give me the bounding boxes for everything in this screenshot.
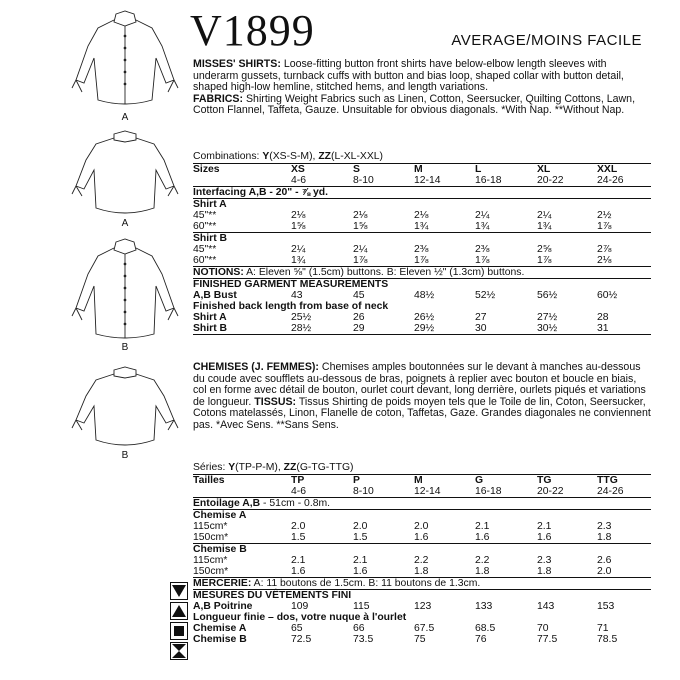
english-yardage-chart [193,151,651,335]
size-col: M [414,475,423,486]
measurement-value: 28 [597,312,609,323]
yardage-value: 2⅛ [597,255,612,266]
size-col: XXL [597,164,618,175]
measurement-value: 123 [414,601,432,612]
measurement-value: 109 [291,601,309,612]
yardage-value: 2⅜ [475,244,490,255]
size-number: 16-18 [475,175,502,186]
english-description [193,59,651,117]
measurement-value: 70 [537,623,549,634]
measurement-value: 75 [414,634,426,645]
metrage-value: 2.0 [291,521,306,532]
metrage-value: 1.6 [537,532,552,543]
metrage-value: 1.5 [291,532,306,543]
combo-y-sizes: (XS-S-M), [269,151,316,162]
chemise-b-row-150 [193,566,651,577]
notions-label: NOTIONS: [193,267,244,278]
tailles-label: Tailles [193,475,225,486]
yardage-value: 2¼ [353,244,368,255]
description-text: Loose-fitting button front shirts have below-elbow length sleeves with underarm gussets, turnback cuffs with button and bias loop, shaped collar with button detail, shaped high-low hemline, stitched hems, and length variations. [193,58,624,94]
measurement-value: 76 [475,634,487,645]
measurement-value: 31 [597,323,609,334]
yardage-value: 1⅞ [597,221,612,232]
measurement-value: 73.5 [353,634,374,645]
sketch-label: B [121,450,129,461]
size-number: 24-26 [597,175,624,186]
sketch-shirt-b-front [70,236,180,353]
mesures-title: MESURES DU VÊTEMENTS FINI [193,590,352,601]
notions-text-a: A: Eleven ⅝" (1.5cm) buttons. [246,267,384,278]
french-description [193,362,651,432]
series-zz: ZZ [283,462,297,473]
yardage-value: 1⅝ [353,221,368,232]
combo-y: Y [262,151,270,162]
measurement-value: 52½ [475,290,496,301]
chemise-b-row-115 [193,555,651,566]
yardage-value: 2¼ [537,210,552,221]
yardage-value: 1¾ [414,221,429,232]
yardage-value: 2⅜ [414,244,429,255]
chemise-b-length-row [193,634,651,645]
chemise-a-row-115 [193,521,651,532]
poitrine-row [193,601,651,612]
size-col: TTG [597,475,618,486]
metrage-value: 1.8 [475,566,490,577]
yardage-value: 1¾ [291,255,306,266]
shirt-a-heading [193,199,651,210]
measurement-value: 28½ [291,323,312,334]
chemise-a-heading [193,510,651,521]
sketch-shirt-a-front [70,8,180,123]
metrage-value: 2.6 [597,555,612,566]
measurement-value: 30½ [537,323,558,334]
size-number: 24-26 [597,486,624,497]
shirt-a-row-45 [193,210,651,221]
size-col: L [475,164,482,175]
size-col: TG [537,475,552,486]
metrage-value: 2.1 [537,521,552,532]
measurement-value: 30 [475,323,487,334]
taille-names-row [193,475,651,486]
chemise-a-length-row [193,623,651,634]
metrage-value: 2.0 [353,521,368,532]
measurement-value: 26 [353,312,365,323]
measurement-value: 60½ [597,290,618,301]
measurement-value: 115 [353,601,370,612]
yardage-value: 2⅞ [597,244,612,255]
size-names-row [193,164,651,175]
size-numbers-row [193,175,651,186]
square-icon [170,622,188,640]
size-number: 8-10 [353,175,374,186]
shirt-a-label: Shirt A [193,199,227,210]
width-label: 45"** [193,210,217,221]
yardage-value: 1⅞ [537,255,552,266]
measurement-value: 43 [291,290,303,301]
finished-measurements-heading [193,279,651,290]
metrage-value: 2.1 [291,555,306,566]
french-description-text: Chemises amples boutonnées sur le devant à manches au-dessous du coude avec soufflets au-dessous de bras, poignets à replier avec bouton et boucle en biais, col en forme avec détail de bouton, ourlet court devant, long derrière, ourlets piqués et variations de longueur. [193,361,646,408]
size-number: 4-6 [291,486,307,497]
size-col: S [353,164,360,175]
metrage-value: 2.2 [414,555,429,566]
length-b-row [193,323,651,334]
mercerie-label: MERCERIE: [193,578,252,589]
tissus-label: TISSUS: [254,395,297,408]
entoilage-row [193,498,651,509]
combinations-label: Combinations: [193,151,260,162]
back-length-heading [193,301,651,312]
mercerie-text-b: B: 11 boutons de 1.3cm. [368,578,481,589]
measurement-value: 67.5 [414,623,435,634]
metrage-value: 2.3 [597,521,612,532]
size-number: 8-10 [353,486,374,497]
sketch-column [30,0,190,680]
measurement-value: 72.5 [291,634,312,645]
shirt-b-heading [193,233,651,244]
hourglass-icon [170,642,188,660]
measurement-value: 78.5 [597,634,618,645]
sketch-label: B [121,342,129,353]
size-col: G [475,475,484,486]
metrage-value: 2.0 [414,521,429,532]
entoilage-label: Entoilage A,B [193,498,261,509]
metrage-value: 1.6 [291,566,306,577]
measurement-value: 68.5 [475,623,496,634]
width-label: 150cm* [193,532,229,543]
sketch-label: A [121,112,129,123]
width-label: 115cm* [193,555,228,566]
description-label: MISSES' SHIRTS: [193,58,281,70]
measurement-value: 26½ [414,312,435,323]
measurement-value: 77.5 [537,634,558,645]
chemise-a-row-150 [193,532,651,543]
sketch-label: A [121,218,129,229]
tissus-text: Tissus Shirting de poids moyen tels que le Toile de lin, Coton, Seersucker, Cotons matelassés, Linon, Flanelle de coton, Taffetas, Gaze. Grandes diagonales ne conviennent pas. *Avec Sens. **Sans Sens. [193,395,651,431]
mercerie-row [193,578,651,589]
difficulty-level: AVERAGE/MOINS FACILE [451,32,642,49]
series-row [193,462,651,474]
shirt-b-row-60 [193,255,651,266]
notions-text-b: B: Eleven ½" (1.3cm) buttons. [386,267,525,278]
measurement-value: 27 [475,312,487,323]
interfacing-row [193,187,651,198]
size-col: TP [291,475,305,486]
longueur-heading [193,612,651,623]
metrage-value: 1.6 [414,532,429,543]
size-number: 12-14 [414,175,441,186]
size-number: 4-6 [291,175,307,186]
measurement-value: 143 [537,601,555,612]
measurement-value: 29½ [414,323,435,334]
series-zz-sizes: (G-TG-TTG) [296,462,354,473]
width-label: 60"** [193,221,217,232]
longueur-title: Longueur finie – dos, votre nuque à l'ourlet [193,612,407,623]
mercerie-text-a: A: 11 boutons de 1.5cm. [253,578,366,589]
yardage-value: 1⅞ [353,255,368,266]
sketch-shirt-b-back [70,362,180,461]
yardage-value: 1¾ [537,221,552,232]
size-number: 12-14 [414,486,441,497]
poitrine-label: A,B Poitrine [193,601,253,612]
metrage-value: 2.1 [475,521,490,532]
fabrics-label: FABRICS: [193,92,244,105]
metrage-value: 1.6 [353,566,368,577]
yardage-value: 2⅝ [537,244,552,255]
metrage-value: 2.0 [597,566,612,577]
measurement-value: 25½ [291,312,312,323]
down-triangle-icon [170,582,188,600]
shirt-b-row-45 [193,244,651,255]
width-label: 150cm* [193,566,229,577]
length-label: Chemise A [193,623,247,634]
series-y-sizes: (TP-P-M), [235,462,281,473]
width-label: 45"** [193,244,217,255]
measurement-value: 65 [291,623,303,634]
yardage-value: 2⅛ [291,210,306,221]
chemise-b-label: Chemise B [193,544,247,555]
size-col: XL [537,164,551,175]
yardage-value: 2¼ [475,210,490,221]
width-label: 60"** [193,255,217,266]
yardage-value: 2¼ [291,244,306,255]
series-label: Séries: [193,462,226,473]
measurement-value: 27½ [537,312,558,323]
combo-zz-sizes: (L-XL-XXL) [331,151,383,162]
metrage-value: 2.2 [475,555,490,566]
shirt-a-row-60 [193,221,651,232]
fabrics-text: Shirting Weight Fabrics such as Linen, Cotton, Seersucker, Quilting Cottons, Lawn, Cotton Flannel, Taffeta, Gauze. Unsuitable for obvious diagonals. *With Nap. **Without Nap. [193,92,636,117]
entoilage-text: - 51cm - 0.8m. [260,498,331,509]
measurement-value: 45 [353,290,365,301]
french-description-label: CHEMISES (J. FEMMES): [193,361,319,373]
measurement-value: 66 [353,623,365,634]
yardage-value: 1¾ [475,221,490,232]
up-triangle-icon [170,602,188,620]
measurement-value: 29 [353,323,365,334]
length-a-row [193,312,651,323]
metrage-value: 1.8 [414,566,429,577]
chemise-a-label: Chemise A [193,510,247,521]
bust-label: A,B Bust [193,290,237,301]
size-col: P [353,475,360,486]
metrage-value: 1.8 [537,566,552,577]
yardage-value: 2⅛ [414,210,429,221]
combo-zz: ZZ [318,151,332,162]
yardage-value: 1⅝ [291,221,306,232]
metrage-value: 1.5 [353,532,368,543]
back-length-title: Finished back length from base of neck [193,301,389,312]
yardage-value: 2⅛ [353,210,368,221]
size-col: XS [291,164,305,175]
measurement-value: 71 [597,623,609,634]
length-label: Shirt A [193,312,227,323]
shirt-b-label: Shirt B [193,233,228,244]
interfacing-text: Interfacing A,B - 20" - ⅞ yd. [193,187,329,198]
sizes-label: Sizes [193,164,220,175]
metrage-value: 1.8 [597,532,612,543]
length-label: Shirt B [193,323,228,334]
finished-title: FINISHED GARMENT MEASUREMENTS [193,279,389,290]
bust-row [193,290,651,301]
metrage-value: 2.1 [353,555,368,566]
size-col: M [414,164,423,175]
metrage-value: 1.6 [475,532,490,543]
series-y: Y [228,462,236,473]
size-number: 20-22 [537,486,564,497]
metrage-value: 2.3 [537,555,552,566]
measurement-value: 48½ [414,290,435,301]
pattern-number: V1899 [190,6,315,55]
yardage-value: 2½ [597,210,612,221]
combinations-row [193,151,651,163]
sketch-shirt-a-back [70,126,180,229]
taille-numbers-row [193,486,651,497]
size-number: 16-18 [475,486,502,497]
size-number: 20-22 [537,175,564,186]
yardage-value: 1⅞ [475,255,490,266]
french-yardage-chart [193,462,651,645]
mesures-heading [193,590,651,601]
length-label: Chemise B [193,634,247,645]
measurement-value: 56½ [537,290,558,301]
chemise-b-heading [193,544,651,555]
measurement-value: 133 [475,601,493,612]
yardage-value: 1⅞ [414,255,429,266]
measurement-value: 153 [597,601,615,612]
notions-row [193,267,651,278]
width-label: 115cm* [193,521,228,532]
